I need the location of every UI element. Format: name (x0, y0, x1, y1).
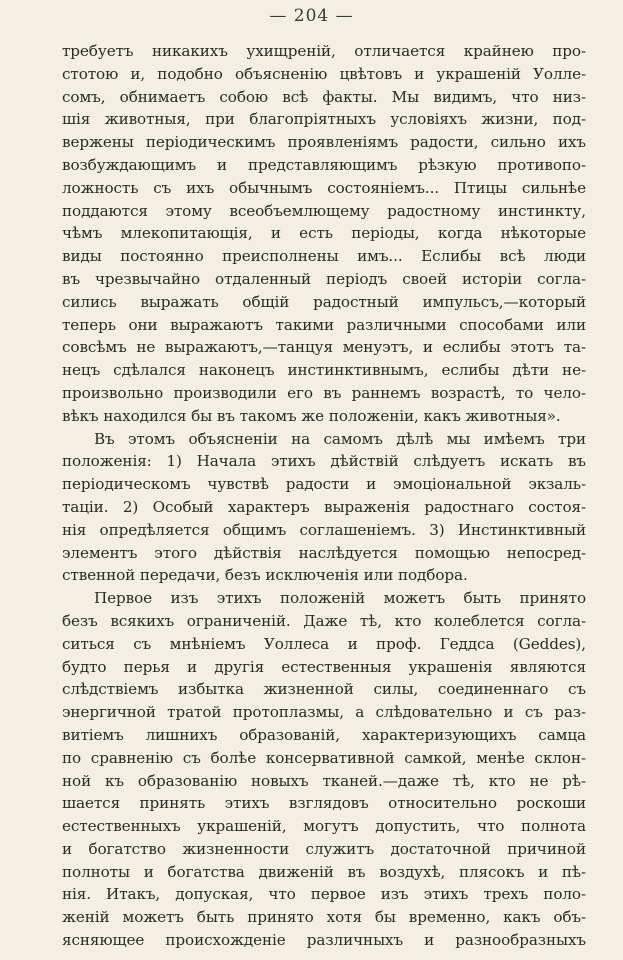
text-line: по сравненію съ болѣе консервативной самкой, менѣе склон- (62, 748, 586, 767)
text-line: нецъ сдѣлался наконецъ инстинктивнымъ, еслибы дѣти не- (62, 361, 586, 380)
text-line: слѣдствіемъ избытка жизненной силы, соединеннаго съ (62, 680, 586, 699)
text-line: поддаются этому всеобъемлющему радостному инстинкту, (62, 201, 586, 220)
text-line: энергичной тратой протоплазмы, а слѣдовательно и съ раз- (62, 703, 586, 722)
text-line: нія опредѣляется общимъ соглашеніемъ. 3) Инстинктивный (62, 520, 586, 539)
text-line: ложность съ ихъ обычнымъ состояніемъ... Птицы сильнѣе (62, 178, 586, 197)
text-line: въ чрезвычайно отдаленный періодъ своей исторіи согла- (62, 269, 586, 288)
text-line: естественныхъ украшеній, могутъ допустить, что полнота (62, 817, 586, 836)
text-line: шается принять этихъ взглядовъ относительно роскоши (62, 794, 586, 813)
text-line: таціи. 2) Особый характеръ выраженія радостнаго состоя- (62, 497, 586, 516)
text-line: будто перья и другія естественныя украшенія являются (62, 657, 586, 676)
text-line: виды постоянно преисполнены имъ... Еслибы всѣ люди (62, 247, 586, 266)
body-text (62, 40, 586, 952)
text-line: шія животныя, при благопріятныхъ условіяхъ жизни, под- (62, 110, 586, 129)
text-line: періодическомъ чувствѣ радости и эмоціональной экзаль- (62, 475, 586, 494)
text-line: ясняющее происхожденіе различныхъ и разнообразныхъ (62, 931, 586, 950)
text-line: вѣкъ находился бы въ такомъ же положеніи, какъ животныя». (62, 406, 561, 425)
text-line: безъ всякихъ ограниченій. Даже тѣ, кто колеблется согла- (62, 611, 586, 630)
text-line: теперь они выражаютъ такими различными способами или (62, 315, 586, 334)
text-line: ситься съ мнѣніемъ Уоллеса и проф. Геддса (Geddes), (62, 634, 586, 653)
text-line: требуетъ никакихъ ухищреній, отличается крайнею про- (62, 42, 586, 60)
page-number: — 204 — (269, 6, 354, 26)
text-line: женій можетъ быть принято хотя бы временно, какъ объ- (62, 908, 586, 927)
text-line: полноты и богатства движеній въ воздухѣ, плясокъ и пѣ- (62, 862, 586, 881)
text-line: ственной передачи, безъ исключенія или подбора. (62, 566, 468, 585)
text-line: витіемъ лишнихъ образованій, характеризующихъ самца (62, 725, 586, 744)
text-line: сились выражать общій радостный импульсъ,—который (62, 292, 586, 311)
text-line: совсѣмъ не выражаютъ,—танцуя менуэтъ, и еслибы этотъ та- (62, 338, 586, 357)
text-line: стотою и, подобно объясненію цвѣтовъ и украшеній Уолле- (62, 64, 586, 83)
text-line: сомъ, обнимаетъ собою всѣ факты. Мы видимъ, что низ- (62, 87, 586, 106)
text-line: нія. Итакъ, допуская, что первое изъ этихъ трехъ поло- (62, 885, 586, 904)
text-line: элементъ этого дѣйствія наслѣдуется помощью непосред- (62, 543, 586, 562)
text-line: Въ этомъ объясненіи на самомъ дѣлѣ мы имѣемъ три (94, 429, 586, 448)
text-line: чѣмъ млекопитающія, и есть періоды, когда нѣкоторые (62, 224, 586, 243)
text-line: произвольно производили его въ раннемъ возрастѣ, то чело- (62, 383, 586, 402)
text-line: положенія: 1) Начала этихъ дѣйствій слѣдуетъ искать въ (62, 452, 586, 471)
text-line: возбуждающимъ и представляющимъ рѣзкую противопо- (62, 155, 586, 174)
text-line: и богатство жизненности служитъ достаточной причиной (62, 839, 586, 858)
text-line: Первое изъ этихъ положеній можетъ быть принято (94, 589, 586, 608)
text-line: вержены періодическимъ проявленіямъ радости, сильно ихъ (62, 133, 586, 152)
text-line: ной къ образованію новыхъ тканей.—даже тѣ, кто не рѣ- (62, 771, 586, 790)
